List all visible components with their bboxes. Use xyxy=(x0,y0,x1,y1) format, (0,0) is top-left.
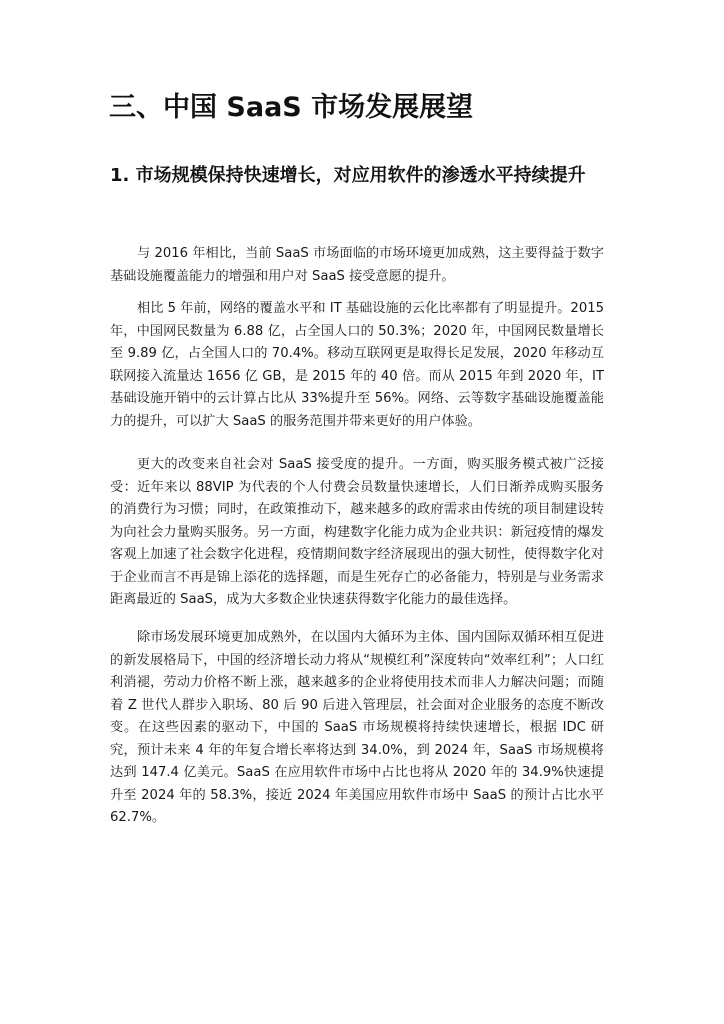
paragraph: 除市场发展环境更加成熟外，在以国内大循环为主体、国内国际双循环相互促进的新发展格局下，中国的经济增长动力将从“规模红利”深度转向“效率红利”；人口红利消褪，劳动力价格不断上涨，越来越多的企业将使用技术而非人力解决问题；而随着 Z 世代人群步入职场、80 后 90 后进入管理层，社会面对企业服务的态度不断改变。在这些因素的驱动下，中国的 SaaS 市场规模将持续快速增长，根据 IDC 研究，预计未来 4 年的年复合增长率将达到 34.0%，到 2024 年，SaaS 市场规模将达到 147.4 亿美元。SaaS 在应用软件市场中占比也将从 2020 年的 34.9%快速提升至 2024 年的 58.3%，接近 2024 年美国应用软件市场中 SaaS 的预计占比水平 62.7%。 xyxy=(110,630,604,825)
paragraph: 与 2016 年相比，当前 SaaS 市场面临的市场环境更加成熟，这主要得益于数字基础设施覆盖能力的增强和用户对 SaaS 接受意愿的提升。 xyxy=(110,246,604,284)
section-title: 三、中国 SaaS 市场发展展望 xyxy=(109,92,474,123)
paragraph: 相比 5 年前，网络的覆盖水平和 IT 基础设施的云化比率都有了明显提升。2015 年，中国网民数量为 6.88 亿，占全国人口的 50.3%；2020 年，中国网民数量增长至 9.89 亿，占全国人口的 70.4%。移动互联网更是取得长足发展，2020 年移动互联网接入流量达 1656 亿 GB，是 2015 年的 40 倍。而从 2015 年到 2020 年，IT 基础设施开销中的云计算占比从 33%提升至 56%。网络、云等数字基础设施覆盖能力的提升，可以扩大 SaaS 的服务范围并带来更好的用户体验。 xyxy=(110,301,604,429)
paragraph: 更大的改变来自社会对 SaaS 接受度的提升。一方面，购买服务模式被广泛接受：近年来以 88VIP 为代表的个人付费会员数量快速增长，人们日渐养成购买服务的消费行为习惯；同时，在政策推动下，越来越多的政府需求由传统的项目制建设转为向社会力量购买服务。另一方面，构建数字化能力成为企业共识：新冠疫情的爆发客观上加速了社会数字化进程，疫情期间数字经济展现出的强大韧性，使得数字化对于企业而言不再是锦上添花的选择题，而是生死存亡的必备能力，特别是与业务需求距离最近的 SaaS，成为大多数企业快速获得数字化能力的最佳选择。 xyxy=(110,457,604,607)
subsection-title: 1. 市场规模保持快速增长，对应用软件的渗透水平持续提升 xyxy=(110,165,586,186)
